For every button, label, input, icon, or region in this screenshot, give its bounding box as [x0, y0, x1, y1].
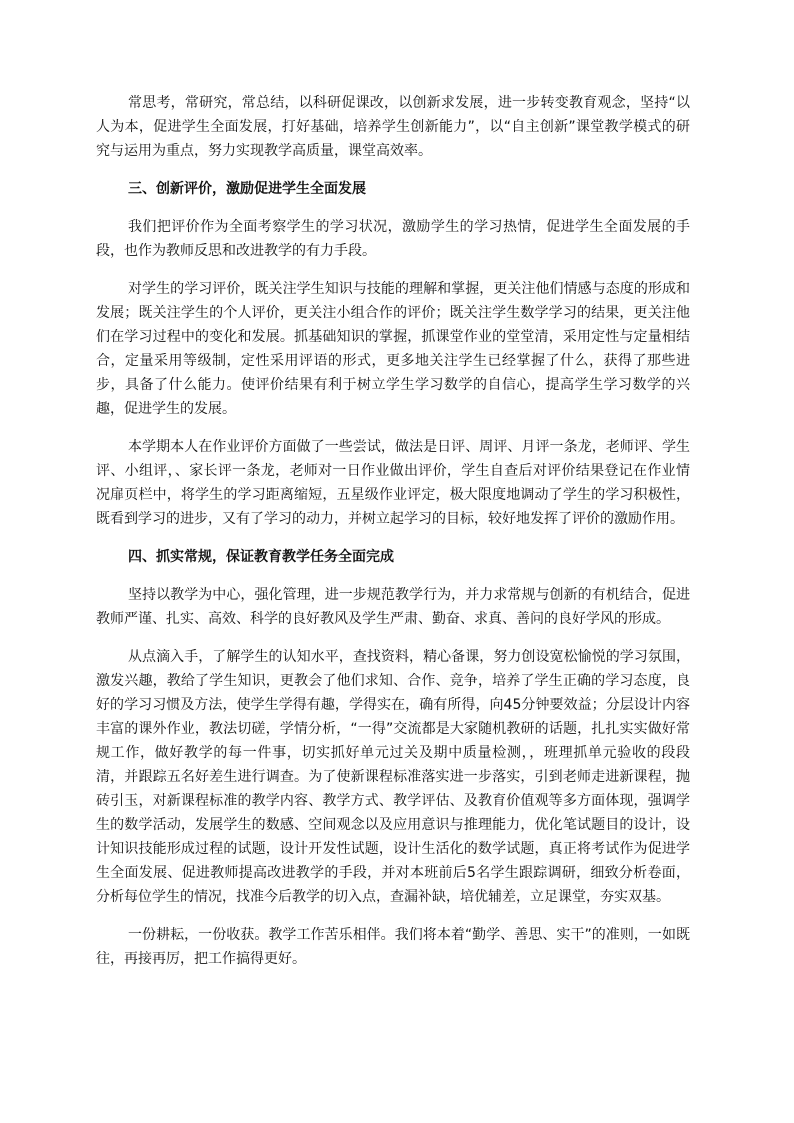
document-page [96, 91, 690, 985]
section-heading-routine-work: 四、抓实常规，保证教育教学任务全面完成 [128, 549, 394, 565]
paragraph-student-evaluation: 对学生的学习评价，既关注学生知识与技能的理解和掌握，更关注他们情感与态度的形成和发展；既关注学生的个人评价，更关注小组合作的评价；既关注学生数学学习的结果，更关注他们在学习过程中的变化和发展。抓基础知识的掌握，抓课堂作业的堂堂清，采用定性与定量相结合，定量采用等级制，定性采用评语的形式，更多地关注学生已经掌握了什么，获得了那些进步，具备了什么能力。使评价结果有利于树立学生学习数学的自信心，提高学生学习数学的兴趣，促进学生的发展。 [96, 281, 690, 417]
paragraph-detailed-practice: 从点滴入手，了解学生的认知水平，查找资料，精心备课，努力创设宽松愉悦的学习氛围，激发兴趣，教给了学生知识，更教会了他们求知、合作、竞争，培养了学生正确的学习态度，良好的学习习惯及方法，使学生学得有趣，学得实在，确有所得，向45分钟要效益；分层设计内容丰富的课外作业，教法切磋，学情分析，“一得”交流都是大家随机教研的话题，扎扎实实做好常规工作，做好教学的每一件事，切实抓好单元过关及期中质量检测，，班理抓单元验收的段段清，并跟踪五名好差生进行调查。为了使新课程标准落实进一步落实，引到老师走进新课程，抛砖引玉，对新课程标准的教学内容、教学方式、教学评估、及教育价值观等多方面体现，强调学生的数学活动，发展学生的数感、空间观念以及应用意识与推理能力，优化笔试题目的设计，设计知识技能形成过程的试题，设计开发性试题，设计生活化的数学试题，真正将考试作为促进学生全面发展、促进教师提高改进教学的手段，并对本班前后5名学生跟踪调研，细致分析卷面，分析每位学生的情况，找准今后教学的切入点，查漏补缺，培优辅差，立足课堂，夯实双基。 [96, 649, 690, 905]
paragraph-teaching-reform: 常思考，常研究，常总结，以科研促课改，以创新求发展，进一步转变教育观念，坚持“以人为本，促进学生全面发展，打好基础，培养学生创新能力”，以“自主创新”课堂教学模式的研究与运用为重点，努力实现教学高质量，课堂高效率。 [96, 95, 690, 159]
paragraph-teaching-center: 坚持以教学为中心，强化管理，进一步规范教学行为，并力求常规与创新的有机结合，促进教师严谨、扎实、高效、科学的良好教风及学生严肃、勤奋、求真、善问的良好学风的形成。 [96, 587, 690, 627]
paragraph-conclusion: 一份耕耘，一份收获。教学工作苦乐相伴。我们将本着“勤学、善思、实干”的准则，一如既往，再接再厉，把工作搞得更好。 [96, 927, 690, 967]
section-heading-innovative-evaluation: 三、创新评价，激励促进学生全面发展 [128, 181, 366, 197]
paragraph-homework-evaluation: 本学期本人在作业评价方面做了一些尝试，做法是日评、周评、月评一条龙，老师评、学生评、小组评，、家长评一条龙，老师对一日作业做出评价，学生自查后对评价结果登记在作业情况扉页栏中，将学生的学习距离缩短，五星级作业评定，极大限度地调动了学生的学习积极性，既看到学习的进步，又有了学习的动力，并树立起学习的目标，较好地发挥了评价的激励作用。 [96, 439, 690, 527]
paragraph-evaluation-purpose: 我们把评价作为全面考察学生的学习状况，激励学生的学习热情，促进学生全面发展的手段，也作为教师反思和改进教学的有力手段。 [96, 219, 690, 259]
